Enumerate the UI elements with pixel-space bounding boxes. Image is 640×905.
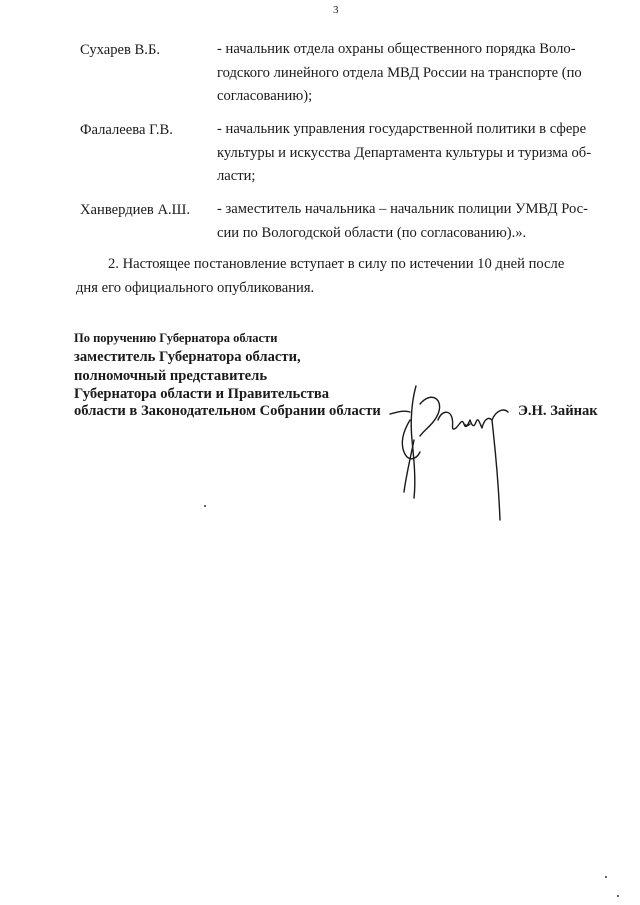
signer-title-line: области в Законодательном Собрании области — [74, 403, 381, 419]
role-line: - заместитель начальника – начальник полиции УМВД Рос- — [217, 201, 588, 217]
on-behalf-line: По поручению Губернатора области — [74, 331, 278, 345]
page-number: 3 — [333, 4, 339, 16]
signer-name: Э.Н. Зайнак — [518, 403, 598, 419]
signer-title-line: Губернатора области и Правительства — [74, 386, 330, 402]
clause-line: 2. Настоящее постановление вступает в силу по истечении 10 дней после — [108, 256, 565, 272]
role-line: - начальник управления государственной политики в сфере — [217, 121, 587, 137]
member-name: Ханвердиев А.Ш. — [80, 202, 191, 218]
member-role — [217, 38, 618, 109]
scan-speck — [204, 505, 206, 507]
role-line: согласованию); — [217, 88, 313, 105]
role-line: - начальник отдела охраны общественного порядка Воло- — [217, 41, 576, 57]
role-line: ласти; — [217, 168, 256, 185]
clause-effective-date — [76, 253, 602, 300]
clause-line: дня его официального опубликования. — [76, 279, 315, 296]
member-name: Сухарев В.Б. — [80, 42, 160, 58]
signer-title-line: заместитель Губернатора области, — [74, 349, 301, 365]
role-line: сии по Вологодской области (по согласованию).». — [217, 224, 527, 241]
scan-speck — [605, 876, 607, 878]
member-role — [217, 118, 618, 189]
member-name: Фалалеева Г.В. — [80, 122, 173, 138]
signer-title-line: полномочный представитель — [74, 368, 268, 384]
handwritten-signature — [380, 380, 515, 530]
role-line: годского линейного отдела МВД России на транспорте (по — [217, 64, 582, 81]
member-role — [217, 198, 618, 245]
scan-speck — [617, 895, 619, 897]
role-line: культуры и искусства Департамента культуры и туризма об- — [217, 144, 592, 161]
